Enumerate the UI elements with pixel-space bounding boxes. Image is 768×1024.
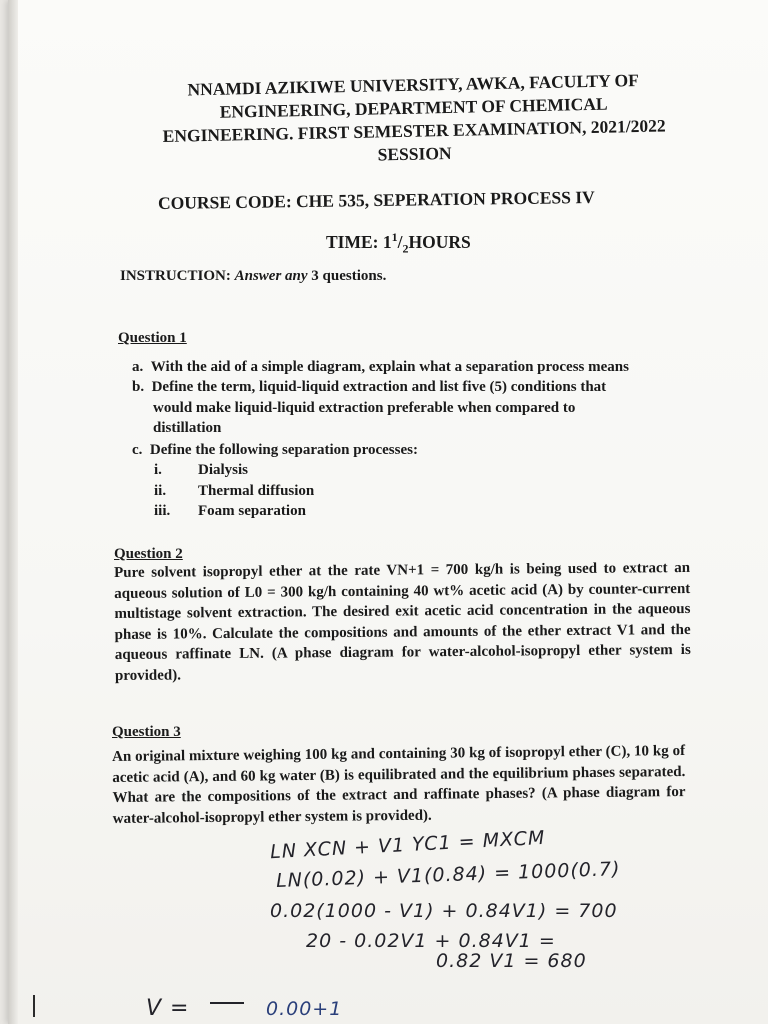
- item-text: Define the term, liquid-liquid extraction and list five (5) conditions that: [151, 379, 607, 395]
- subitem-marker: i.: [154, 462, 162, 478]
- time-suffix: HOURS: [408, 231, 471, 252]
- q1-item-b: [132, 377, 606, 397]
- exam-header: [113, 67, 715, 172]
- instruction-label: INSTRUCTION:: [120, 268, 231, 284]
- course-code: COURSE CODE: CHE 535, SEPERATION PROCESS IV: [157, 186, 595, 214]
- margin-mark: [32, 995, 36, 1019]
- time-fraction-numerator: 1: [391, 230, 398, 244]
- handwritten-line-1: LN XCN + V1 YC1 = MXCM: [269, 826, 546, 864]
- handwritten-dash: [208, 1000, 248, 1006]
- item-marker: a.: [132, 359, 144, 375]
- q1-subitem-ii: [154, 481, 314, 501]
- handwritten-line-5: 0.82 V1 = 680: [436, 950, 587, 972]
- item-marker: b.: [132, 379, 145, 395]
- handwritten-line-4: 20 - 0.02V1 + 0.84V1 =: [306, 930, 556, 952]
- instruction: [120, 268, 386, 285]
- question-2-title: Question 2: [114, 546, 183, 562]
- q1-item-a: [132, 357, 629, 377]
- header-line-4: SESSION: [377, 142, 452, 165]
- item-text: Define the following separation processes:: [149, 442, 418, 458]
- instruction-italic: Answer any: [234, 268, 308, 284]
- subitem-marker: iii.: [154, 503, 171, 519]
- subitem-text: Dialysis: [198, 462, 249, 478]
- header-line-2: ENGINEERING, DEPARTMENT OF CHEMICAL: [219, 93, 608, 122]
- question-3-body: An original mixture weighing 100 kg and containing 30 kg of isopropyl ether (C), 10 kg of acetic acid (A), and 60 kg water (B) is equilibrated and the equilibrium phases separated. What are the compositions of the extract and raffinate phases? (A phase diagram for water-alcohol-isopropyl ether system is provided).: [112, 742, 686, 827]
- q1-item-b-cont1: would make liquid-liquid extraction preferable when compared to: [153, 400, 576, 416]
- time-fraction-denominator: 2: [402, 241, 409, 256]
- handwritten-line-7: 0.00+1: [266, 998, 343, 1020]
- question-1-title: Question 1: [118, 330, 187, 346]
- subitem-text: Thermal diffusion: [198, 483, 315, 499]
- time-fraction-slash: /: [397, 231, 403, 252]
- subitem-text: Foam separation: [198, 503, 306, 519]
- paper-shadow-edge: [8, 0, 18, 1024]
- question-3-title: Question 3: [112, 724, 181, 740]
- subitem-marker: ii.: [154, 483, 167, 499]
- exam-time: [326, 230, 471, 256]
- q1-subitem-i: [154, 460, 248, 480]
- item-text: With the aid of a simple diagram, explain what a separation process means: [150, 359, 629, 375]
- handwritten-line-2: LN(0.02) + V1(0.84) = 1000(0.7): [275, 857, 621, 893]
- question-2-body: Pure solvent isopropyl ether at the rate VN+1 = 700 kg/h is being used to extract an aqueous solution of L0 = 300 kg/h containing 40 wt% acetic acid (A) by counter-current multistage solvent extraction. The desired exit acetic acid concentration in the aqueous phase is 10%. Calculate the compositions and amounts of the ether extract V1 and the aqueous raffinate LN. (A phase diagram for water-alcohol-isopropyl ether system is provided).: [114, 559, 691, 684]
- q1-item-c: [132, 440, 418, 460]
- header-line-1: NNAMDI AZIKIWE UNIVERSITY, AWKA, FACULTY OF: [187, 69, 639, 100]
- header-line-3: ENGINEERING. FIRST SEMESTER EXAMINATION, 2021/2022: [162, 115, 666, 146]
- handwritten-line-6: V =: [146, 996, 190, 1021]
- exam-paper: [8, 0, 768, 1024]
- item-marker: c.: [132, 442, 143, 458]
- q1-item-b-cont2: distillation: [153, 420, 222, 436]
- time-prefix: TIME: 1: [326, 231, 392, 252]
- q1-subitem-iii: [154, 501, 306, 521]
- handwritten-line-3: 0.02(1000 - V1) + 0.84V1) = 700: [270, 900, 618, 922]
- instruction-rest: 3 questions.: [307, 268, 387, 284]
